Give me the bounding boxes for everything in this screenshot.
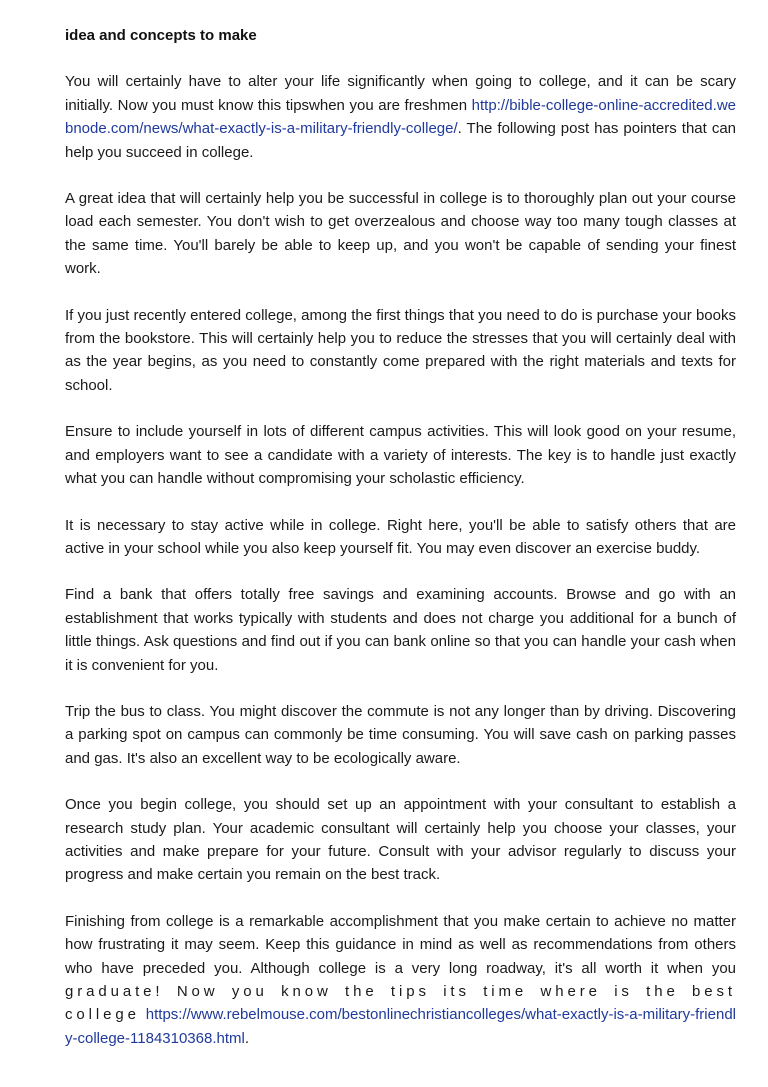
bible-college-link[interactable]: http://bible-college-online-accredited.webnode.com/news/what-exactly-is-a-military-friendly-college/ xyxy=(65,96,736,138)
paragraph-2: A great idea that will certainly help you be successful in college is to thoroughly plan out your course load each semester. You don't wish to get overzealous and choose way too many tough classes at the same time. You'll barely be able to keep up, and you won't be capable of sending your finest work. xyxy=(65,190,736,278)
paragraph-1-text: You will certainly have to alter your life significantly when going to college, and it can be scary initially. Now you must know this tipswhen you are freshmen xyxy=(65,73,736,114)
paragraph-1 xyxy=(65,70,736,164)
paragraph-9 xyxy=(65,910,736,1050)
paragraph-5: It is necessary to stay active while in college. Right here, you'll be able to satisfy others that are active in your school while you also keep yourself fit. You may even discover an exercise buddy. xyxy=(65,516,736,557)
paragraph-7: Trip the bus to class. You might discover the commute is not any longer than by driving. Discovering a parking spot on campus can commonly be time consuming. You will save cash on parking passes and gas. It's also an excellent way to be ecologically aware. xyxy=(65,702,736,767)
paragraph-6: Find a bank that offers totally free savings and examining accounts. Browse and go with an establishment that works typically with students and does not charge you additional for a bunch of little things. Ask questions and find out if you can bank online so that you can handle your cash when it is convenient for you. xyxy=(65,586,736,674)
paragraph-9-spaced-text: graduate! Now you know the tips its time where is the best college xyxy=(65,983,736,1024)
paragraph-4: Ensure to include yourself in lots of different campus activities. This will look good on your resume, and employers want to see a candidate with a variety of interests. The key is to handle just exactly what you can handle without compromising your scholastic efficiency. xyxy=(65,423,736,488)
paragraph-1-text-after: . The following post has pointers that can help you succeed in college. xyxy=(65,120,736,161)
document-page xyxy=(65,24,736,1073)
paragraph-3: If you just recently entered college, among the first things that you need to do is purchase your books from the bookstore. This will certainly help you to reduce the stresses that you will certainly deal with as the year begins, as you need to constantly come prepared with the right materials and texts for school. xyxy=(65,306,736,394)
document-title: idea and concepts to make xyxy=(65,27,257,44)
paragraph-9-text: Finishing from college is a remarkable accomplishment that you make certain to achieve no matter how frustrating it may seem. Keep this guidance in mind as well as recommendations from others who have preceded you. Although college is a very long roadway, it's all worth it when you xyxy=(65,912,736,977)
rebelmouse-link[interactable]: https://www.rebelmouse.com/bestonlinechristiancolleges/what-exactly-is-a-military-friendly-college-1184310368.html xyxy=(65,1006,736,1047)
paragraph-8: Once you begin college, you should set up an appointment with your consultant to establish a research study plan. Your academic consultant will certainly help you choose your classes, your activities and make prepare for your future. Consult with your advisor regularly to discuss your progress and make certain you remain on the best track. xyxy=(65,796,736,884)
paragraph-9-text-after: . xyxy=(244,1029,250,1047)
